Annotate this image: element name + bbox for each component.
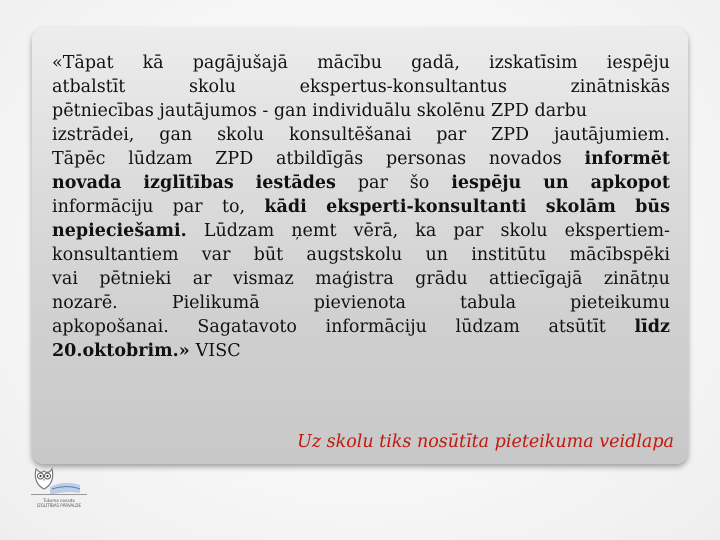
word: informāciju bbox=[325, 317, 427, 337]
word: lūdzam bbox=[455, 317, 520, 337]
text-line bbox=[52, 291, 670, 315]
word: tabula bbox=[460, 293, 517, 313]
word: vismaz bbox=[232, 269, 294, 289]
word: vai bbox=[52, 269, 78, 289]
word: zinātniskās bbox=[570, 77, 670, 97]
word: var bbox=[201, 245, 231, 265]
word: konsultantiem bbox=[52, 245, 179, 265]
word: par bbox=[172, 197, 203, 217]
word: ar bbox=[192, 269, 212, 289]
word: gadā, bbox=[411, 53, 460, 73]
word: ZPD bbox=[491, 125, 530, 145]
word: apkopot bbox=[590, 173, 670, 193]
word: attiecīgajā bbox=[489, 269, 583, 289]
word: pētnieki bbox=[99, 269, 172, 289]
word: kā bbox=[142, 53, 164, 73]
word: VISC bbox=[195, 341, 241, 361]
word: atbildīgās bbox=[275, 149, 364, 169]
text-line bbox=[52, 51, 670, 75]
word: šo bbox=[409, 173, 430, 193]
word: ņemt bbox=[291, 221, 337, 241]
text-line bbox=[52, 195, 670, 219]
word: mācību bbox=[317, 53, 382, 73]
word: lūdzam bbox=[128, 149, 193, 169]
word: apkopošanai. bbox=[52, 317, 169, 337]
word: konsultēšanai bbox=[288, 125, 412, 145]
word: skolu bbox=[500, 221, 548, 241]
word: grādu bbox=[415, 269, 468, 289]
word: skolām bbox=[545, 197, 616, 217]
word: un bbox=[543, 173, 569, 193]
word: augstskolu bbox=[306, 245, 403, 265]
word: informēt bbox=[584, 149, 670, 169]
word: ekspertiem- bbox=[564, 221, 670, 241]
text-line bbox=[52, 75, 670, 99]
word: pagājušajā bbox=[192, 53, 288, 73]
logo-caption-line2: IZGLĪTĪBAS PĀRVALDE bbox=[36, 503, 82, 508]
word: ekspertus-konsultantus bbox=[299, 77, 507, 97]
word: Pielikumā bbox=[171, 293, 260, 313]
word: 20.oktobrim.» bbox=[52, 341, 190, 361]
word: kādi bbox=[264, 197, 307, 217]
word: nozarē. bbox=[52, 293, 118, 313]
word: par bbox=[357, 173, 388, 193]
word: novada bbox=[52, 173, 122, 193]
word: jautājumiem. bbox=[553, 125, 670, 145]
word: informāciju bbox=[52, 197, 154, 217]
word: zinātņu bbox=[603, 269, 670, 289]
word: atsūtīt bbox=[548, 317, 606, 337]
text-line bbox=[52, 171, 670, 195]
word: būt bbox=[253, 245, 284, 265]
text-line bbox=[52, 123, 670, 147]
word: skolu bbox=[188, 77, 236, 97]
word: būs bbox=[635, 197, 670, 217]
word: pētniecības jautājumos - gan individuālu skolēnu ZPD darbu bbox=[52, 101, 587, 121]
text-line bbox=[52, 219, 670, 243]
word: par bbox=[453, 221, 484, 241]
word: par bbox=[436, 125, 467, 145]
word: mācībspēki bbox=[569, 245, 670, 265]
word: Lūdzam bbox=[203, 221, 275, 241]
word: skolu bbox=[217, 125, 265, 145]
word: izskatīsim bbox=[489, 53, 578, 73]
form-notice: Uz skolu tiks nosūtīta pieteikuma veidlapa bbox=[297, 432, 674, 452]
word: izglītības bbox=[143, 173, 234, 193]
text-line bbox=[52, 99, 670, 123]
text-line bbox=[52, 267, 670, 291]
word: Sagatavoto bbox=[197, 317, 297, 337]
word: iespēju bbox=[451, 173, 522, 193]
word: izstrādei, bbox=[52, 125, 135, 145]
text-line bbox=[52, 147, 670, 171]
word: ZPD bbox=[215, 149, 254, 169]
word: personas bbox=[385, 149, 467, 169]
word: institūtu bbox=[471, 245, 547, 265]
text-line bbox=[52, 339, 670, 363]
word: Tāpēc bbox=[52, 149, 106, 169]
word: līdz bbox=[634, 317, 670, 337]
word: iespēju bbox=[606, 53, 670, 73]
word: pieteikumu bbox=[570, 293, 670, 313]
word: ka bbox=[415, 221, 437, 241]
logo-caption-line1: Tukuma novada bbox=[43, 498, 75, 503]
word: vērā, bbox=[353, 221, 399, 241]
word: pievienota bbox=[313, 293, 406, 313]
word: maģistra bbox=[315, 269, 394, 289]
word: nepieciešami. bbox=[52, 221, 187, 241]
announcement-text bbox=[52, 51, 670, 363]
word: gan bbox=[159, 125, 193, 145]
logo-caption bbox=[28, 498, 90, 508]
word: novados bbox=[488, 149, 562, 169]
word: «Tāpat bbox=[52, 53, 114, 73]
word: atbalstīt bbox=[52, 77, 126, 97]
text-line bbox=[52, 315, 670, 339]
text-line bbox=[52, 243, 670, 267]
word: un bbox=[425, 245, 449, 265]
word: iestādes bbox=[255, 173, 336, 193]
word: eksperti-konsultanti bbox=[326, 197, 527, 217]
word: to, bbox=[221, 197, 246, 217]
